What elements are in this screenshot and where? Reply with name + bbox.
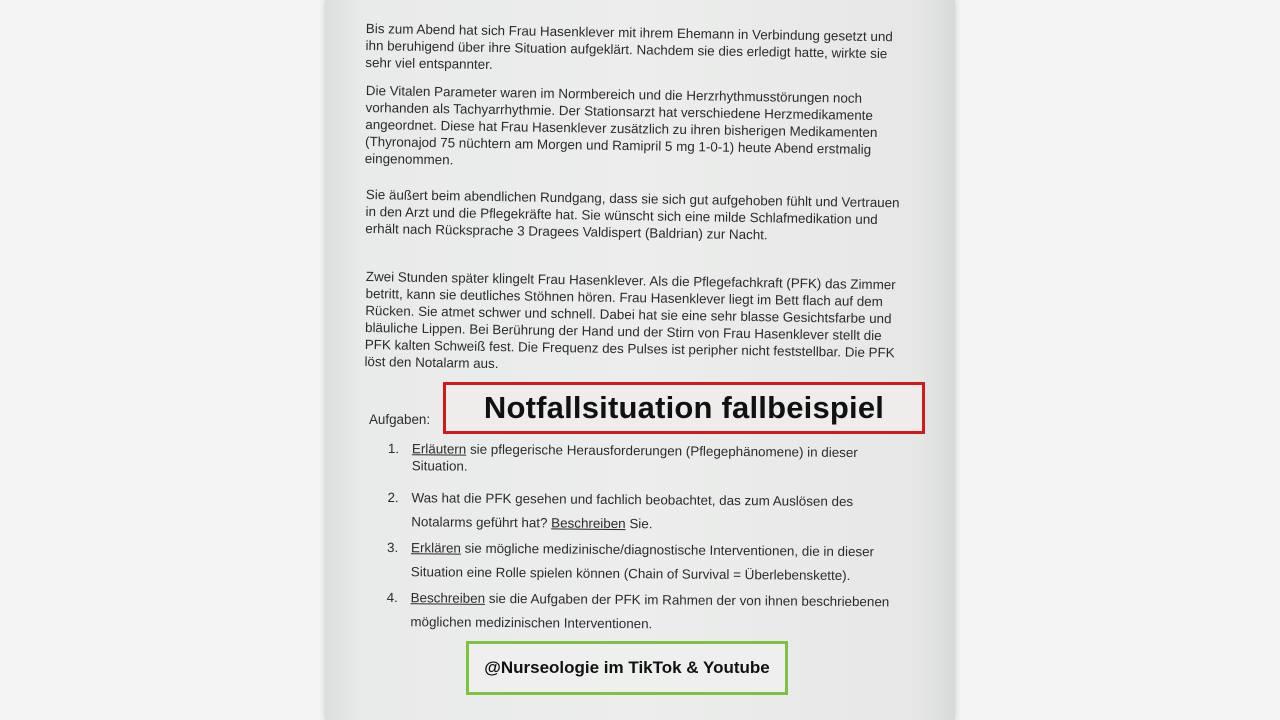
task-item [387, 536, 907, 589]
task-verb: Beschreiben [410, 590, 486, 606]
task-item [388, 440, 908, 479]
credit-overlay [466, 641, 788, 695]
task-verb: Erklären [410, 540, 461, 556]
document-page [325, 0, 955, 720]
task-text: sie die Aufgaben der PFK im Rahmen der von ihnen beschriebenen möglichen medizinischen Interventionen. [410, 590, 890, 632]
paragraph-4: Zwei Stunden später klingelt Frau Hasenklever. Als die Pflegefachkraft (PFK) das Zimmer betritt, kann sie deutliches Stöhnen hören. Frau Hasenklever liegt im Bett flach auf dem Rücken. Sie atmet schwer und schnell. Dabei hat sie eine sehr blasse Gesichtsfarbe und bläuliche Lippen. Bei Berührung der Hand und der Stirn von Frau Hasenklever stellt die PFK kalten Schweiß fest. Die Frequenz des Pulses ist peripher nicht feststellbar. Die PFK löst den Notalarm aus. [364, 268, 896, 372]
task-text: Sie. [625, 516, 653, 532]
paragraph-3: Sie äußert beim abendlichen Rundgang, dass sie sich gut aufgehoben fühlt und Vertrauen in den Arzt und die Pflegekräfte hat. Sie wünscht sich eine milde Schlafmedikation und erhält nach Rücksprache 3 Dragees Valdispert (Baldrian) zur Nacht. [365, 186, 900, 243]
task-number: 4. [386, 589, 398, 606]
task-text-pre: Was hat die PFK gesehen und fachlich beobachtet, das zum Auslösen des Notalarms geführt hat? [411, 490, 854, 531]
task-text: sie pflegerische Herausforderungen (Pflegephänomene) in dieser Situation. [411, 441, 858, 474]
task-list [386, 440, 908, 641]
paragraph-1: Bis zum Abend hat sich Frau Hasenklever mit ihrem Ehemann in Verbindung gesetzt und ihn beruhigend über ihre Situation aufgeklärt. Nachdem sie dies erledigt hatte, wirkte sie sehr viel entspannter. [365, 20, 893, 72]
task-verb: Erläutern [411, 441, 467, 457]
task-text: sie mögliche medizinische/diagnostische Interventionen, die in dieser Situation eine Rolle spielen können (Chain of Survival = Überlebenskette). [410, 540, 875, 584]
task-number: 3. [386, 539, 399, 556]
task-verb: Beschreiben [551, 515, 626, 532]
tasks-label: Aufgaben: [369, 412, 431, 427]
task-item [387, 486, 907, 539]
task-number: 1. [387, 440, 400, 457]
paragraph-2: Die Vitalen Parameter waren im Normbereich und die Herzrhythmusstörungen noch vorhanden als Tachyarrhythmie. Der Stationsarzt hat verschiedene Herzmedikamente angeordnet. Diese hat Frau Hasenklever zusätzlich zu ihren bisherigen Medikamenten (Thyronajod 75 nüchtern am Morgen und Ramipril 5 mg 1-0-1) heute Abend erstmalig eingenommen. [364, 82, 878, 168]
overlay-title: Notfallsituation fallbeispiel [483, 390, 885, 425]
task-number: 2. [387, 489, 399, 506]
task-item [386, 586, 906, 639]
title-overlay [443, 382, 925, 434]
overlay-credit: @Nurseologie im TikTok & Youtube [484, 658, 770, 677]
